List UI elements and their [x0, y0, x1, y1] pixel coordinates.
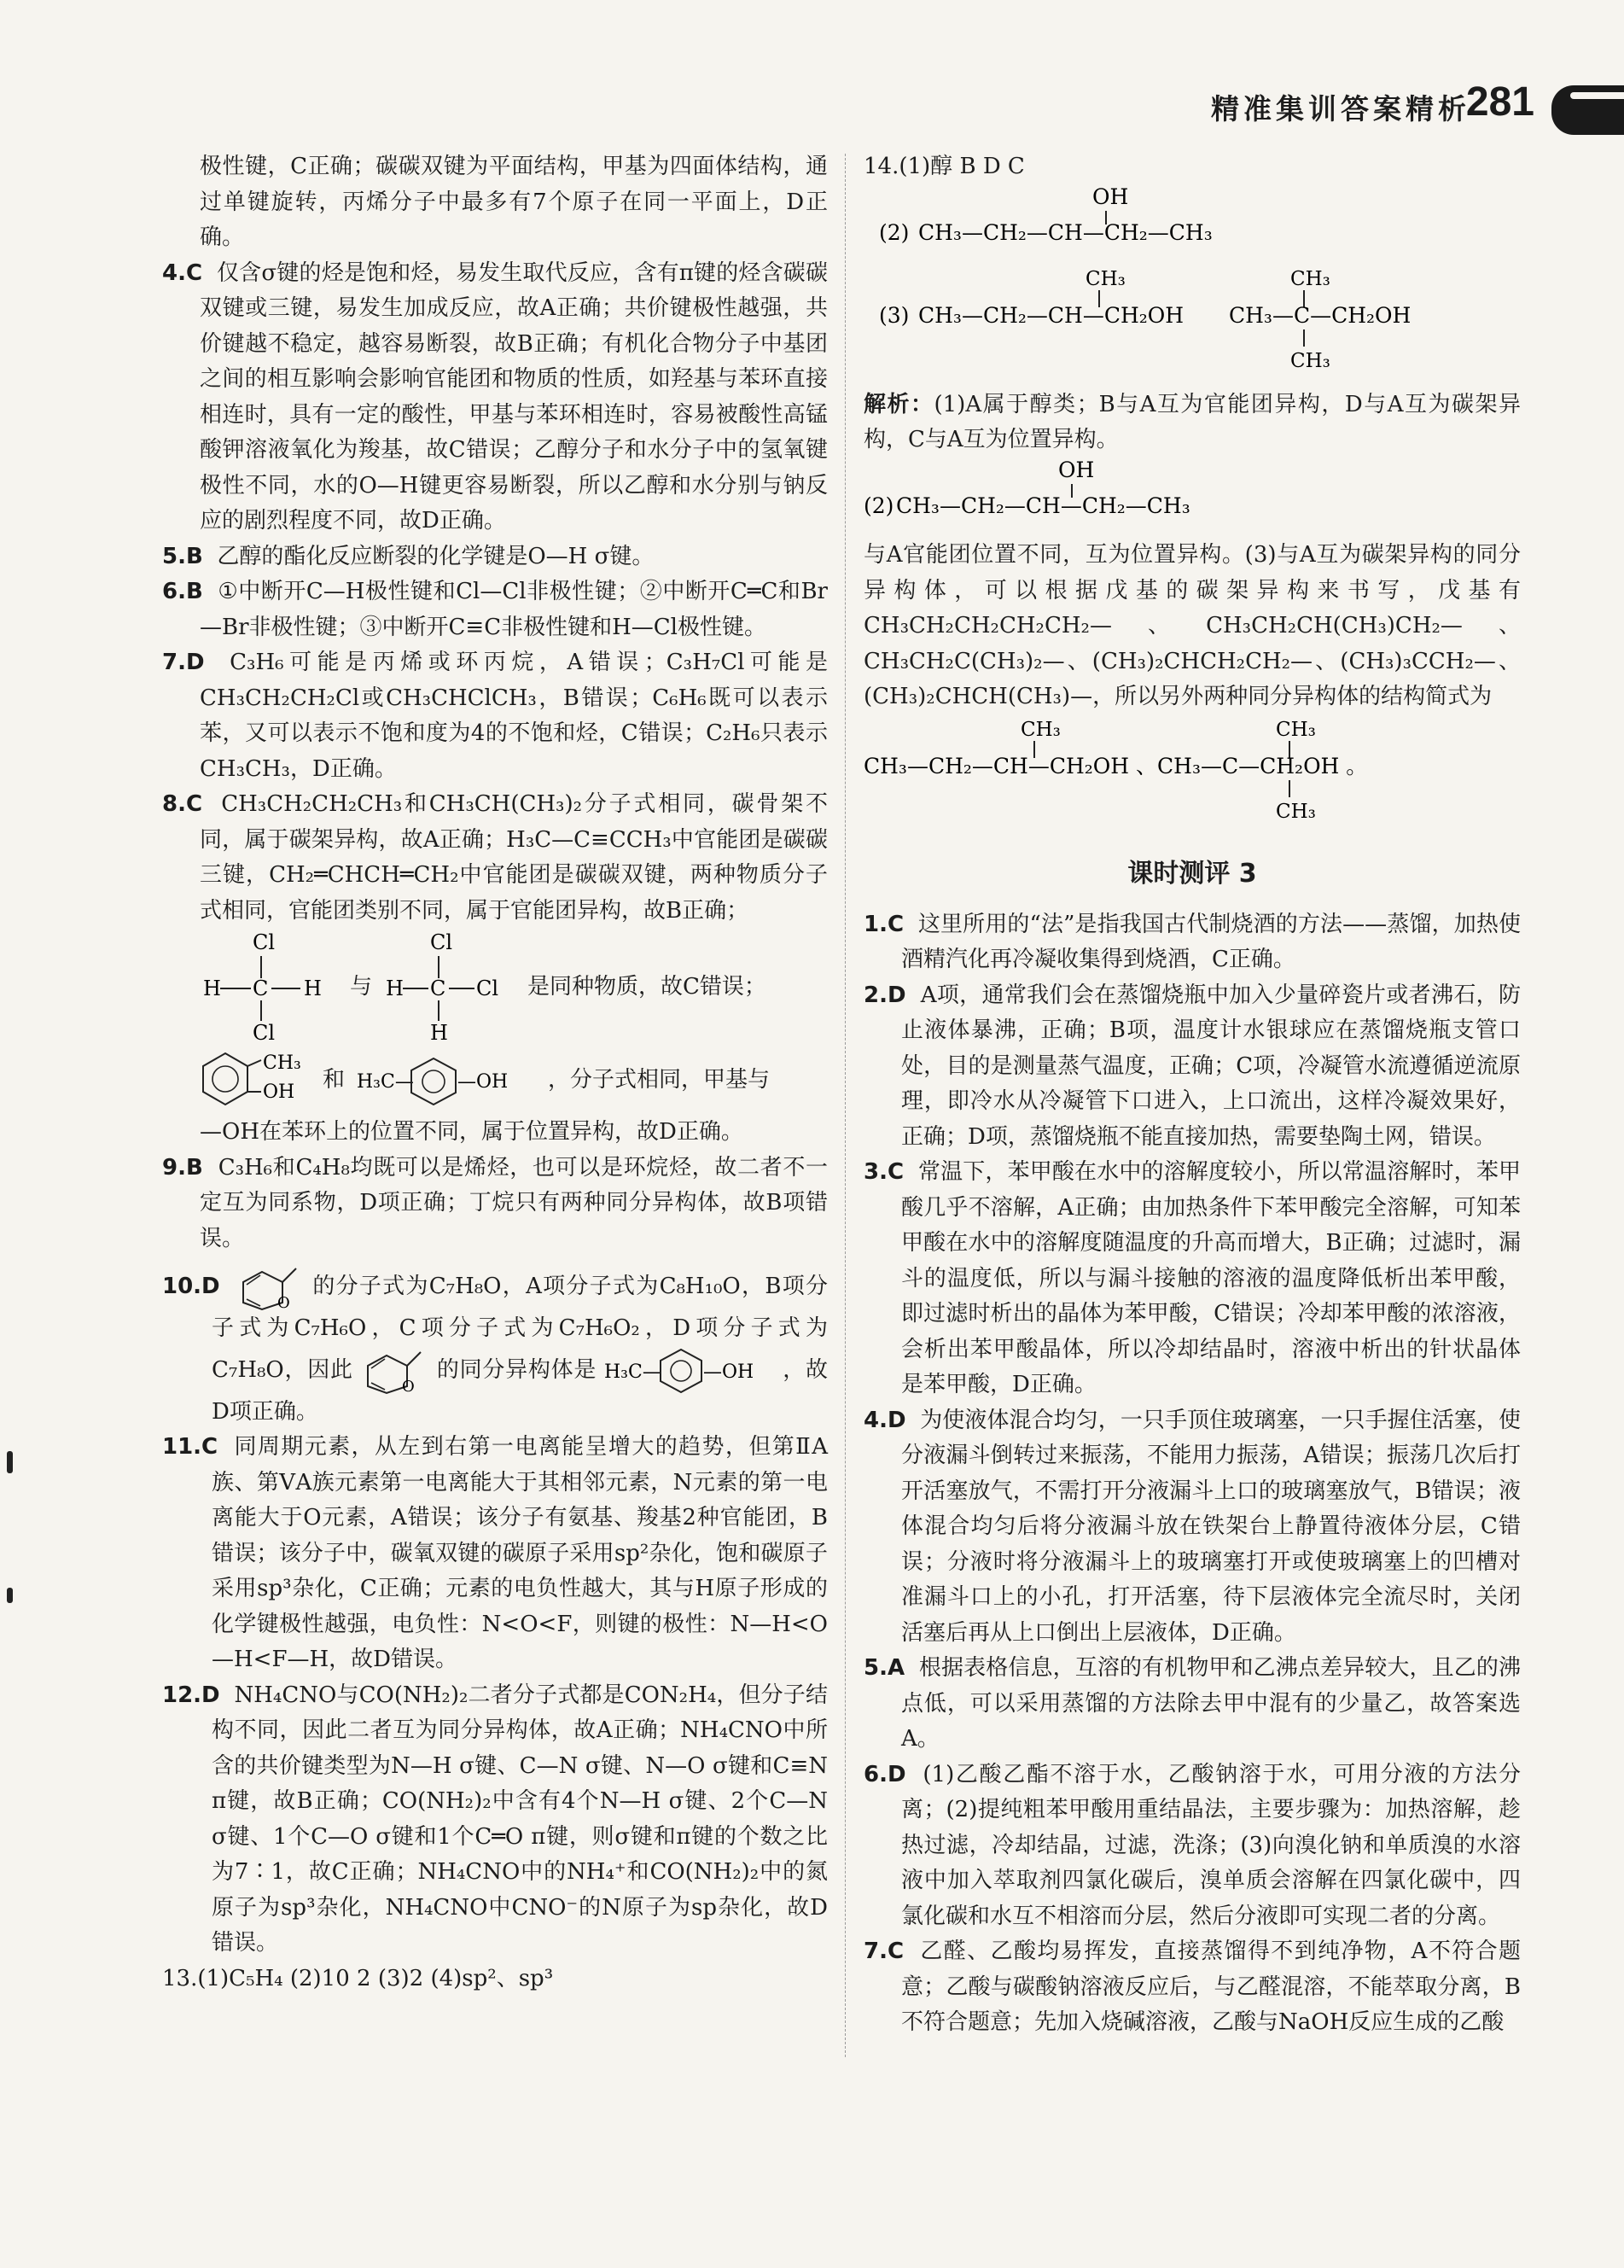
right-column: [864, 149, 1521, 2041]
atom-h: H: [304, 977, 322, 1000]
answer-5-key: 5.B: [162, 543, 203, 569]
dichloromethane-structure-1: [200, 932, 336, 1043]
answer-9: [162, 1151, 828, 1257]
methyl-branch: CH₃: [1086, 268, 1126, 290]
answer-8-key: 8.C: [162, 791, 203, 817]
methyl-group: H₃C—: [357, 1071, 414, 1093]
test-answer-3: [864, 1155, 1521, 1403]
oxygen-atom: O: [401, 1377, 415, 1395]
scan-mark: [7, 1588, 13, 1603]
hydroxyl-group: OH: [1058, 458, 1095, 482]
methyl-branch: CH₃: [1290, 268, 1330, 290]
atom-h: H: [386, 977, 404, 1000]
atom-c: C: [253, 977, 269, 1000]
answer-14-2: [864, 185, 1521, 265]
page-header: [0, 79, 1624, 142]
test-answer-2-text: A项，通常我们会在蒸馏烧瓶中加入少量碎瓷片或者沸石，防止液体暴沸，正确；B项，温度计水银球应在蒸馏烧瓶支管口处，目的是测量蒸气温度，正确；C项，冷凝管水流遵循逆流原理，即冷水从冷凝管下口进入，上口流出，这样冷凝效果好，正确；D项，蒸馏烧瓶不能直接加热，需要垫陶土网，错误。: [901, 982, 1522, 1150]
answer-12-key: 12.D: [162, 1682, 220, 1708]
test-answer-6-key: 6.D: [864, 1761, 906, 1787]
answer-5-text: 乙醇的酯化反应断裂的化学键是O—H σ键。: [217, 543, 655, 569]
hydroxyl-group: OH: [263, 1082, 295, 1103]
dichloromethane-row: [162, 932, 828, 1043]
atom-c: C: [430, 977, 446, 1000]
header-tab-decoration: [1551, 85, 1624, 135]
answer-10-text-c: 的同分异构体是: [436, 1356, 597, 1383]
sub-label: (2): [879, 219, 910, 245]
answer-11-key: 11.C: [162, 1434, 218, 1460]
p-cresol-structure: [604, 1347, 775, 1395]
answer-14-3: [864, 265, 1521, 388]
test-answer-4-text: 为使液体混合均匀，一只手顶住玻璃塞，一只手握住活塞，使分液漏斗倒转过来振荡，不能用力振荡，A错误；振荡几次后打开活塞放气，不需打开分液漏斗上口的玻璃塞放气，B错误；液体混合均匀后将分液漏斗放在铁架台上静置待液体分层，C错误；分液时将分液漏斗上的玻璃塞打开或使玻璃塞上的凹槽对准漏斗口上的小孔，打开活塞，待下层液体完全流尽时，关闭活塞后再从上口倒出上层液体，D正确。: [901, 1407, 1521, 1646]
atom-cl: Cl: [430, 932, 453, 954]
test-answer-7-key: 7.C: [864, 1939, 905, 1964]
analysis-2-formula: [864, 458, 1521, 539]
answer-10: [162, 1263, 828, 1430]
sub-label: (3): [879, 303, 910, 328]
atom-h: H: [203, 977, 221, 1000]
test-answer-5-key: 5.A: [864, 1655, 905, 1681]
answer-12-text: NH₄CNO与CO(NH₂)₂二者分子式都是CON₂H₄，但分子结构不同，因此二者互为同分异构体，故A正确；NH₄CNO中所含的共价键类型为N—H σ键、C—N σ键、N—O σ键和C≡N π键，故B正确；CO(NH₂)₂中含有4个N—H σ键、2个C—N σ键、1个C—O σ键和1个C═O π键，则σ键和π键的个数之比为7∶1，故C正确；NH₄CNO中的NH₄⁺和CO(NH₂)₂中的氮原子为sp³杂化，NH₄CNO中CNO⁻的N原子为sp杂化，故D错误。: [212, 1682, 828, 1956]
oxygen-atom: O: [276, 1294, 290, 1311]
continued-answer: 极性键，C正确；碳碳双键为平面结构，甲基为四面体结构，通过单键旋转，丙烯分子中最多有7个原子在同一平面上，D正确。: [200, 154, 828, 250]
analysis-2-text: 与A官能团位置不同，互为位置异构。(3)与A互为碳架异构的同分异构体，可以根据戊基的碳架异构来书写，戊基有CH₃CH₂CH₂CH₂CH₂—、CH₃CH₂CH(CH₃)CH₂—、CH₃CH₂C(CH₃)₂—、(CH₃)₂CHCH₂CH₂—、(CH₃)₃CCH₂—、(CH₃)₂CHCH(CH₃)—，所以另外两种同分异构体的结构简式为: [864, 542, 1522, 709]
answer-4: [162, 256, 828, 539]
test-answer-2: [864, 978, 1521, 1156]
atom-cl: Cl: [476, 977, 499, 1000]
answer-8-text-d: ，分子式相同，甲基与: [548, 1067, 771, 1093]
page-number: 281: [1465, 79, 1534, 125]
methyl-group: CH₃: [263, 1052, 301, 1074]
test-answer-6: [864, 1758, 1521, 1935]
answer-8-text: CH₃CH₂CH₂CH₃和CH₃CH(CH₃)₂分子式相同，碳骨架不同，属于碳架异构，故A正确；H₃C—C≡CCH₃中官能团是碳碳三键，CH₂═CHCH═CH₂中官能团是碳碳双键，两种物质分子式相同，官能团类别不同，属于官能团异构，故B正确；: [200, 791, 828, 924]
test-answer-4: [864, 1403, 1521, 1652]
answer-14: 14.(1)醇 B D C: [864, 154, 1025, 179]
answer-8-text-d2: —OH在苯环上的位置不同，属于位置异构，故D正确。: [200, 1119, 743, 1145]
answer-9-text: C₃H₆和C₄H₈均既可以是烯烃，也可以是环烷烃，故二者不一定互为同系物，D项正确；丁烷只有两种同分异构体，故B项错误。: [200, 1154, 829, 1251]
hydroxyl-group: —OH: [457, 1071, 509, 1093]
analysis-1: [864, 388, 1521, 458]
answer-8-text-c: 是同种物质，故C错误；: [527, 974, 766, 1000]
test-answer-7: [864, 1934, 1521, 2041]
scan-mark: [7, 1451, 13, 1473]
methyl-branch: CH₃: [1290, 350, 1330, 372]
dichloromethane-structure-2: [386, 932, 514, 1043]
answer-4-text: 仅含σ键的烃是饱和烃，易发生取代反应，含有π键的烃含碳碳双键或三键，易发生加成反应，故A正确；共价键极性越强，共价键越不稳定，越容易断裂，故B正确；有机化合物分子中基团之间的相互影响会影响官能团和物质的性质，如羟基与苯环直接相连时，具有一定的酸性，甲基与苯环相连时，容易被酸性高锰酸钾溶液氧化为羧基，故C错误；乙醇分子和水分子中的氢氧键极性不同，水的O—H键更容易断裂，所以乙醇和水分别与钠反应的剧烈程度不同，故D正确。: [200, 259, 828, 533]
left-column: [162, 149, 828, 1997]
answer-10-text-a: 的分子式为C₇H₈O，A项分子式为C₈H₁₀O，B项分子式为C₇H₆O，C项分子式为C₇H₆O₂，D项分子式为: [212, 1274, 829, 1341]
atom-h: H: [430, 1021, 448, 1043]
header-title: 精准集训答案精析: [1211, 92, 1470, 125]
connector-text: 与: [350, 974, 373, 1000]
hydroxyl-group: —OH: [703, 1361, 754, 1383]
pentanol-isomers-structure: [864, 715, 1521, 826]
answer-10-key: 10.D: [162, 1274, 220, 1299]
o-cresol-structure: [200, 1047, 311, 1115]
test-answer-6-text: (1)乙酸乙酯不溶于水，乙酸钠溶于水，可用分液的方法分离；(2)提纯粗苯甲酸用重结晶法，主要步骤为：加热溶解，趁热过滤，冷却结晶，过滤，洗涤；(3)向溴化钠和单质溴的水溶液中加入萃取剂四氯化碳后，溴单质会溶解在四氯化碳中，四氯化碳和水互不相溶而分层，然后分液即可实现二者的分离。: [901, 1761, 1521, 1929]
cresol-row: [162, 1047, 828, 1115]
answer-4-key: 4.C: [162, 259, 203, 286]
atom-cl: Cl: [253, 1021, 276, 1043]
pentanol-3-structure: [864, 458, 1521, 527]
pyran-structure: [236, 1263, 305, 1311]
analysis-label: 解析：: [864, 391, 934, 417]
hydroxyl-group: OH: [1092, 184, 1129, 209]
main-chain: CH₃—CH₂—CH—CH₂—CH₃: [896, 493, 1190, 518]
test-answer-3-key: 3.C: [864, 1159, 905, 1185]
methyl-group: H₃C—: [604, 1361, 662, 1383]
test-answer-1-text: 这里所用的“法”是指我国古代制烧酒的方法——蒸馏，加热使酒精汽化再冷凝收集得到烧酒，C正确。: [901, 911, 1521, 972]
answer-5: [162, 539, 828, 575]
sub-label: (2): [864, 493, 894, 518]
answer-11: [162, 1430, 828, 1678]
analysis-1-text: (1)A属于醇类；B与A互为官能团异构，D与A互为碳架异构，C与A互为位置异构。: [864, 391, 1521, 452]
methyl-branch: CH₃: [1021, 718, 1061, 741]
analysis-2-structures: [864, 715, 1521, 838]
connector-text: 和: [323, 1067, 346, 1093]
test-answer-4-key: 4.D: [864, 1407, 906, 1433]
answer-6: [162, 574, 828, 645]
answer-9-key: 9.B: [162, 1154, 203, 1181]
answer-7: [162, 645, 828, 787]
column-divider: [845, 154, 846, 2057]
answer-7-text: C₃H₆可能是丙烯或环丙烷，A错误；C₃H₇Cl可能是CH₃CH₂CH₂Cl或CH₃CHClCH₃，B错误；C₆H₆既可以表示苯，又可以表示不饱和度为4的不饱和烃，C错误；C₂H₆只表示CH₃CH₃，D正确。: [200, 650, 828, 782]
isomer-row: CH₃—CH₂—CH—CH₂OH 、CH₃—C—CH₂OH 。: [864, 753, 1368, 778]
test-answer-5: [864, 1651, 1521, 1758]
test-answer-1: [864, 907, 1521, 978]
methyl-branch: CH₃: [1276, 718, 1316, 741]
pentanol-isomers-structure: [879, 265, 1476, 376]
answer-13: 13.(1)C₅H₄ (2)10 2 (3)2 (4)sp²、sp³: [162, 1965, 554, 1991]
answer-8: [162, 787, 828, 929]
answer-10-text-d: ，故D项正确。: [212, 1356, 828, 1425]
main-chain: CH₃—CH₂—CH—CH₂—CH₃: [918, 219, 1213, 245]
section-title: 课时测评 3: [1127, 859, 1257, 889]
p-cresol-structure: [357, 1055, 536, 1106]
main-chain: CH₃—C—CH₂OH: [1229, 303, 1412, 328]
answer-6-text: ①中断开C—H极性键和Cl—Cl非极性键；②中断开C═C和Br—Br非极性键；③中断开C≡C非极性键和H—Cl极性键。: [200, 579, 828, 640]
test-answer-7-text: 乙醛、乙酸均易挥发，直接蒸馏得不到纯净物，A不符合题意；乙酸与碳酸钠溶液反应后，与乙醛混溶，不能萃取分离，B不符合题意；先加入烧碱溶液，乙酸与NaOH反应生成的乙酸: [901, 1939, 1522, 2035]
answer-10-text-b: C₇H₈O，因此: [212, 1356, 353, 1383]
answer-6-key: 6.B: [162, 579, 203, 604]
pentanol-3-structure: [879, 185, 1476, 254]
answer-11-text: 同周期元素，从左到右第一电离能呈增大的趋势，但第ⅡA族、第ⅤA族元素第一电离能大于其相邻元素，N元素的第一电离能大于O元素，A错误；该分子有氨基、羧基2种官能团，B错误；该分子中，碳氧双键的碳原子采用sp²杂化，饱和碳原子采用sp³杂化，C正确；元素的电负性越大，其与H原子形成的化学键极性越强，电负性：N<O<F，则键的极性：N—H<O—H<F—H，故D错误。: [212, 1434, 829, 1672]
pyran-structure: [361, 1347, 429, 1395]
methyl-branch: CH₃: [1276, 800, 1316, 823]
test-answer-5-text: 根据表格信息，互溶的有机物甲和乙沸点差异较大，且乙的沸点低，可以采用蒸馏的方法除去甲中混有的少量乙，故答案选A。: [901, 1655, 1521, 1752]
main-chain: CH₃—CH₂—CH—CH₂OH: [918, 303, 1185, 328]
test-answer-1-key: 1.C: [864, 911, 905, 937]
answer-12: [162, 1678, 828, 1962]
test-answer-2-key: 2.D: [864, 982, 906, 1008]
answer-7-key: 7.D: [162, 650, 205, 675]
test-answer-3-text: 常温下，苯甲酸在水中的溶解度较小，所以常温溶解时，苯甲酸几乎不溶解，A正确；由加热条件下苯甲酸完全溶解，可知苯甲酸在水中的溶解度随温度的升高而增大，B正确；过滤时，漏斗的温度低，所以与漏斗接触的溶液的温度降低析出苯甲酸，即过滤时析出的晶体为苯甲酸，C错误；冷却苯甲酸的浓溶液，会析出苯甲酸晶体，所以冷却结晶时，溶液中析出的针状晶体是苯甲酸，D正确。: [901, 1159, 1521, 1397]
atom-cl: Cl: [253, 932, 276, 954]
